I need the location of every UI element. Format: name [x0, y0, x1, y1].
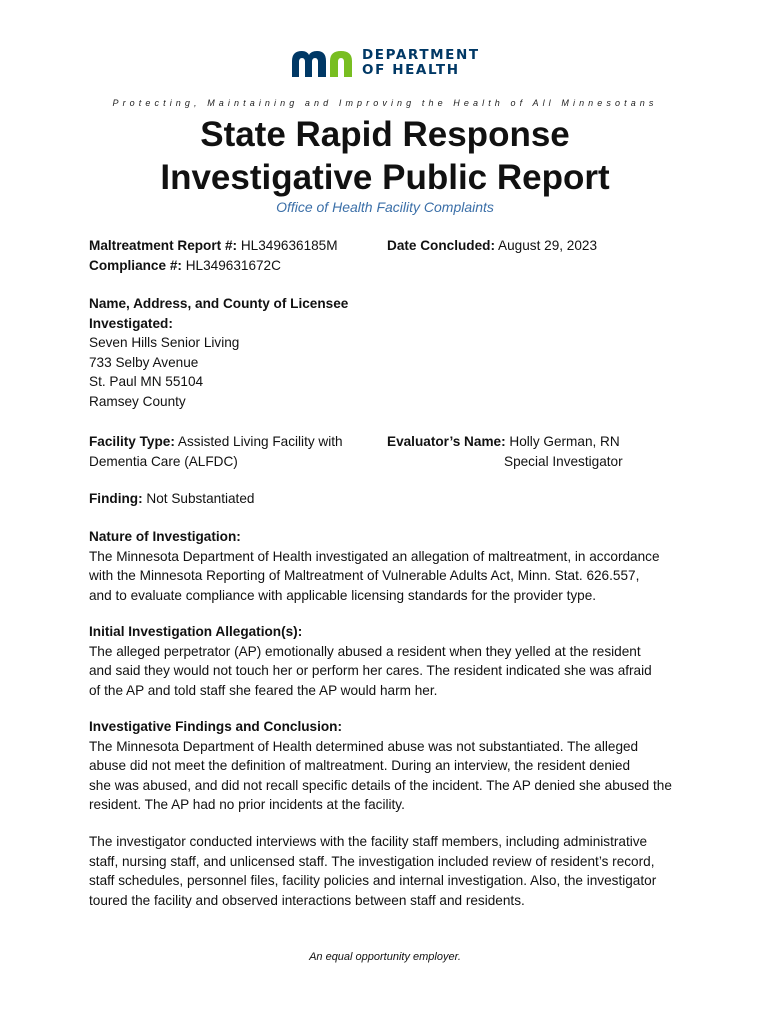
- nature-line: The Minnesota Department of Health investigated an allegation of maltreatment, in accordance: [89, 548, 660, 564]
- section-nature: [89, 527, 660, 605]
- allegation-line: The alleged perpetrator (AP) emotionally abused a resident when they yelled at the resident: [89, 643, 641, 659]
- evaluator: [387, 432, 620, 452]
- licensee-heading-1: Name, Address, and County of Licensee: [89, 296, 349, 311]
- nature-heading: Nature of Investigation:: [89, 529, 241, 544]
- interviews-line: The investigator conducted interviews with the facility staff members, including administrative: [89, 834, 648, 849]
- evaluator-title: Special Investigator: [504, 453, 623, 469]
- finding: [89, 489, 254, 509]
- findings-line: resident. The AP had no prior incidents at the facility.: [89, 797, 405, 812]
- page-title: [0, 113, 770, 199]
- evaluator-name: Holly German, RN: [509, 434, 620, 449]
- findings-line: she was abused, and did not recall specific details of the incident. The AP denied she abused the: [89, 777, 672, 793]
- maltreatment-label: Maltreatment Report #:: [89, 238, 238, 253]
- compliance-label: Compliance #:: [89, 257, 182, 273]
- mdh-logo: [290, 48, 490, 80]
- nature-line: with the Minnesota Reporting of Maltreatment of Vulnerable Adults Act, Minn. Stat. 626.557,: [89, 568, 640, 583]
- title-line1: State Rapid Response: [200, 115, 570, 154]
- section-findings: [89, 717, 672, 815]
- licensee-name: Seven Hills Senior Living: [89, 335, 240, 350]
- licensee-county: Ramsey County: [89, 393, 186, 409]
- allegation-line: and said they would not touch her or perform her cares. The resident indicated she was afraid: [89, 663, 652, 678]
- logo-line2: OF HEALTH: [362, 62, 460, 78]
- maltreatment-value: HL349636185M: [240, 238, 338, 253]
- finding-value: Not Substantiated: [146, 491, 255, 506]
- title-line2: Investigative Public Report: [160, 158, 610, 197]
- facility-type: [89, 432, 343, 471]
- footer: An equal opportunity employer.: [309, 951, 461, 963]
- compliance-row: [89, 256, 338, 276]
- findings-line: abuse did not meet the definition of maltreatment. During an interview, the resident denied: [89, 758, 631, 773]
- finding-label: Finding:: [89, 491, 143, 506]
- date-label: Date Concluded:: [387, 238, 495, 253]
- findings-heading: Investigative Findings and Conclusion:: [89, 719, 343, 734]
- logo-text: [362, 48, 480, 78]
- evaluator-row: [387, 432, 620, 452]
- date-concluded: [387, 236, 597, 256]
- interviews-line: toured the facility and observed interactions between staff and residents.: [89, 892, 525, 908]
- evaluator-label: Evaluator’s Name:: [387, 434, 506, 449]
- findings-line: The Minnesota Department of Health determined abuse was not substantiated. The alleged: [89, 738, 639, 754]
- allegation-line: of the AP and told staff she feared the AP would harm her.: [89, 682, 438, 698]
- logo-line1: DEPARTMENT: [362, 47, 480, 63]
- facility-type-value1: Assisted Living Facility with: [177, 434, 343, 449]
- section-allegation: [89, 622, 652, 700]
- interviews-line: staff schedules, personnel files, facility policies and internal investigation. Also, the investigator: [89, 873, 657, 888]
- section-interviews: [89, 832, 656, 910]
- facility-type-value2: Dementia Care (ALFDC): [89, 453, 238, 469]
- tagline: Protecting, Maintaining and Improving the Health of All Minnesotans: [112, 98, 658, 108]
- licensee-block: [89, 294, 348, 411]
- facility-type-label: Facility Type:: [89, 434, 175, 449]
- compliance-value: HL349631672C: [185, 257, 281, 273]
- interviews-line: staff, nursing staff, and unlicensed staff. The investigation included review of resident’s record,: [89, 853, 655, 869]
- licensee-heading-2: Investigated:: [89, 315, 173, 331]
- allegation-heading: Initial Investigation Allegation(s):: [89, 624, 303, 639]
- nature-line: and to evaluate compliance with applicable licensing standards for the provider type.: [89, 587, 597, 603]
- licensee-city: St. Paul MN 55104: [89, 374, 204, 389]
- report-numbers: [89, 236, 338, 275]
- subtitle: Office of Health Facility Complaints: [276, 199, 494, 215]
- date-value: August 29, 2023: [498, 238, 598, 253]
- maltreatment-row: [89, 236, 338, 256]
- facility-type-row1: [89, 432, 343, 452]
- mn-logo-icon: [290, 48, 358, 78]
- licensee-street: 733 Selby Avenue: [89, 354, 199, 370]
